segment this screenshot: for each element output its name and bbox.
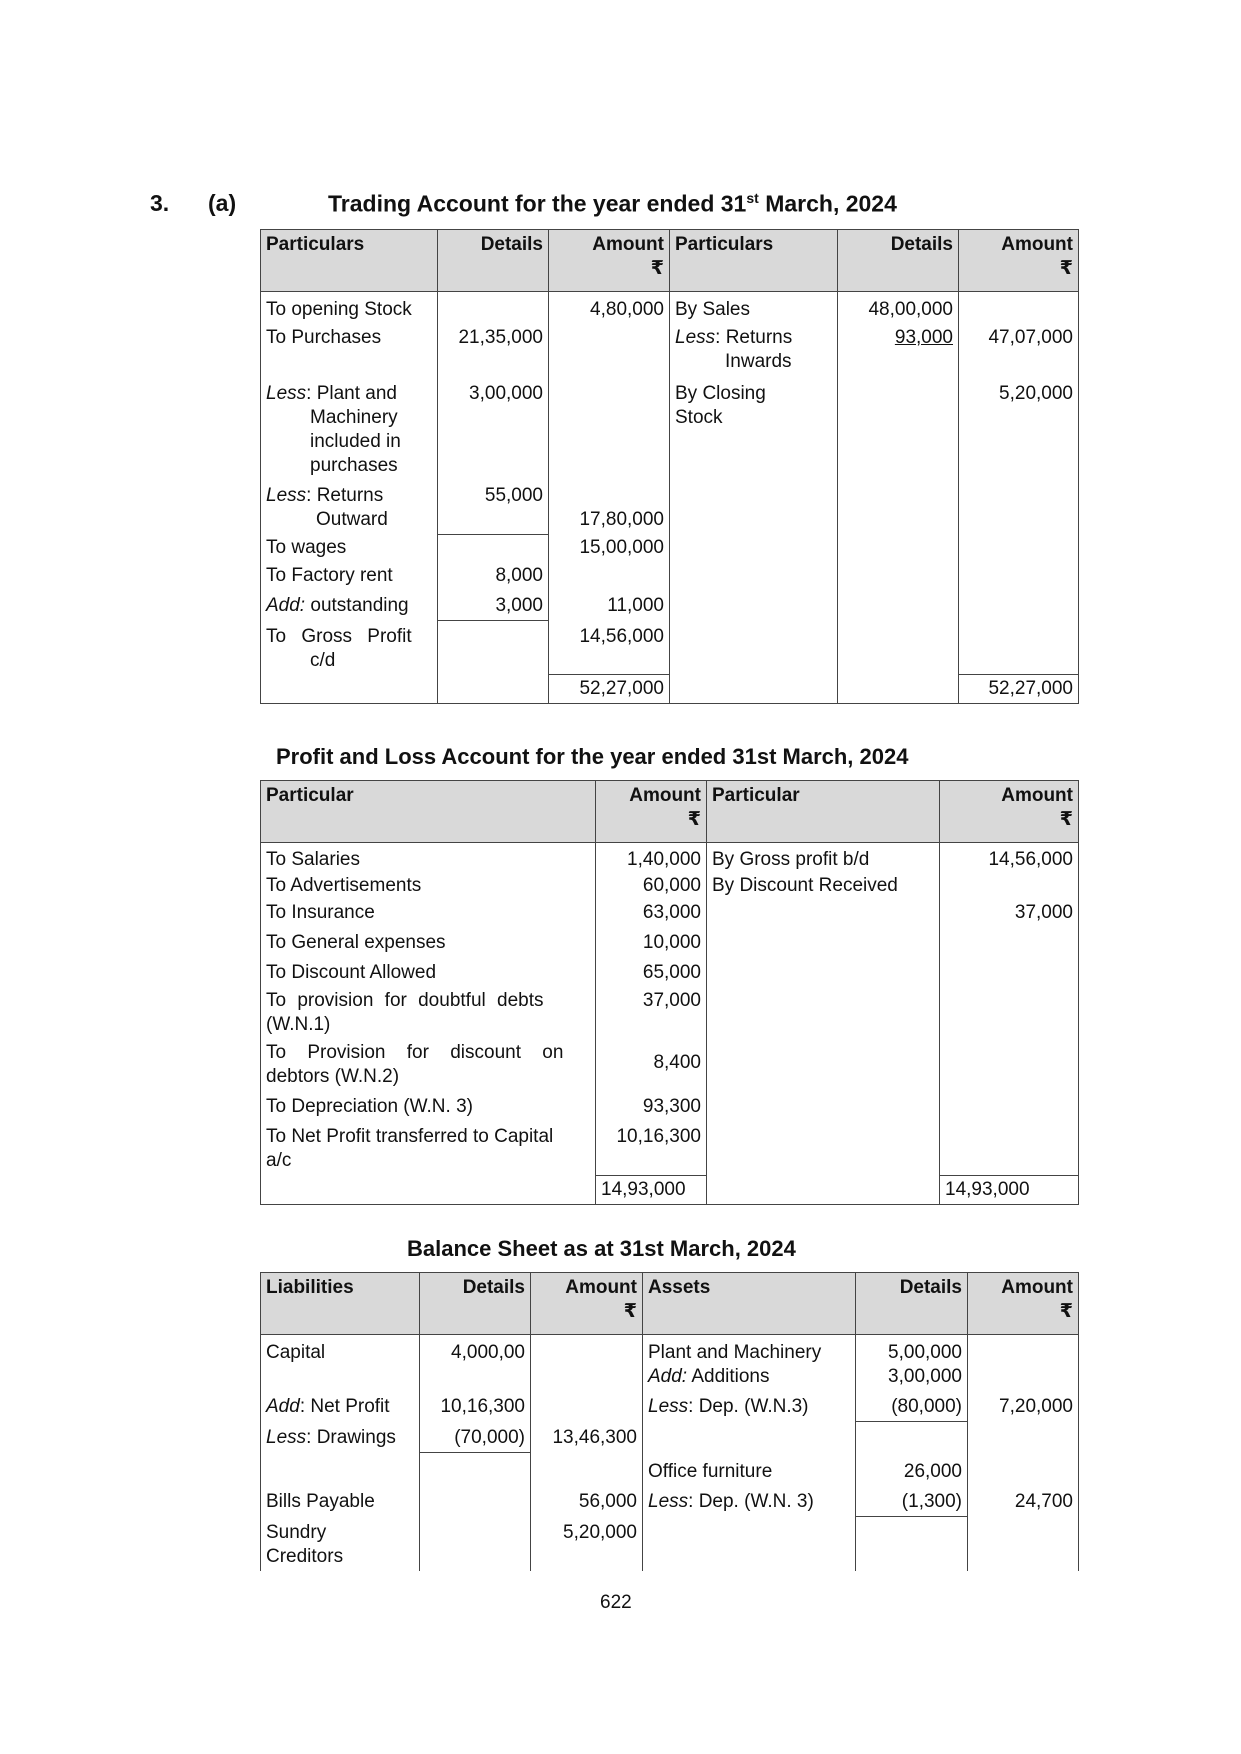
table-row [261, 1422, 1079, 1453]
rupee-symbol: ₹ [1059, 1301, 1073, 1322]
table-row [261, 843, 1079, 874]
bs-col-amount-right: Amount ₹ [968, 1273, 1079, 1335]
table-row [261, 1335, 1079, 1392]
less-returns-outward: Less: Returns Outward [261, 480, 438, 534]
bills-payable-amount: 56,000 [531, 1486, 643, 1517]
table-row [261, 957, 1079, 987]
add-outstanding: Add: outstanding [261, 590, 438, 621]
trading-col-details-right: Details [838, 230, 959, 292]
pl-col-particular: Particular [261, 781, 596, 843]
drawings-details: (70,000) [420, 1422, 531, 1453]
provision-discount-amount: 8,400 [596, 1039, 707, 1091]
trading-col-details: Details [438, 230, 549, 292]
plant-machinery-details: 5,00,000 3,00,000 [856, 1335, 968, 1392]
depreciation-amount: 93,300 [596, 1091, 707, 1121]
table-row [261, 534, 1079, 562]
table-row [261, 590, 1079, 621]
rupee-symbol: ₹ [1059, 258, 1073, 279]
general-expenses-amount: 10,000 [596, 927, 707, 957]
to-insurance: To Insurance [261, 899, 596, 927]
rupee-symbol: ₹ [687, 809, 701, 830]
discount-allowed-amount: 65,000 [596, 957, 707, 987]
pl-col-amount-right: Amount ₹ [940, 781, 1079, 843]
less-dep-plant: Less: Dep. (W.N.3) [643, 1391, 856, 1422]
opening-stock-amount: 4,80,000 [549, 292, 670, 325]
by-gross-profit-bd: By Gross profit b/d [707, 843, 940, 874]
returns-outward-details: 55,000 [438, 480, 549, 534]
to-provision-doubtful-debts: To provision for doubtful debts (W.N.1) [261, 987, 596, 1039]
trading-col-amount [549, 230, 670, 292]
table-row [261, 927, 1079, 957]
table-row [261, 376, 1079, 480]
by-sales: By Sales [670, 292, 838, 325]
by-discount-received: By Discount Received [707, 873, 940, 899]
table-row [261, 1091, 1079, 1121]
balance-sheet-table [260, 1272, 1079, 1571]
plant-net-amount: 7,20,000 [968, 1391, 1079, 1422]
trading-col-particulars: Particulars [261, 230, 438, 292]
add-net-profit: Add: Net Profit [261, 1391, 420, 1422]
table-row [261, 292, 1079, 325]
plant-dep-details: (80,000) [856, 1391, 968, 1422]
gross-profit-bd-amount: 14,56,000 [940, 843, 1079, 874]
bills-payable: Bills Payable [261, 1486, 420, 1517]
bs-title: Balance Sheet as at 31st March, 2024 [407, 1236, 796, 1261]
table-row [261, 562, 1079, 590]
profit-loss-table [260, 780, 1079, 1205]
sales-details: 48,00,000 [838, 292, 959, 325]
bs-col-assets: Assets [643, 1273, 856, 1335]
trading-account-table [260, 229, 1079, 704]
to-advertisements: To Advertisements [261, 873, 596, 899]
to-discount-allowed: To Discount Allowed [261, 957, 596, 987]
trading-total-right: 52,27,000 [959, 675, 1079, 704]
capital: Capital [261, 1335, 420, 1392]
rupee-symbol: ₹ [650, 258, 664, 279]
bs-header-row [261, 1273, 1079, 1335]
pl-total-left: 14,93,000 [596, 1175, 707, 1204]
by-closing-stock: By Closing Stock [670, 376, 838, 480]
net-profit-details: 10,16,300 [420, 1391, 531, 1422]
to-general-expenses: To General expenses [261, 927, 596, 957]
trading-header-row [261, 230, 1079, 292]
bs-col-liabilities: Liabilities [261, 1273, 420, 1335]
furniture-net-amount: 24,700 [968, 1486, 1079, 1517]
discount-received-amount: 37,000 [940, 899, 1079, 927]
net-profit-amount: 10,16,300 [596, 1121, 707, 1175]
bs-col-details-right: Details [856, 1273, 968, 1335]
to-factory-rent: To Factory rent [261, 562, 438, 590]
pl-col-particular-right: Particular [707, 781, 940, 843]
table-row [261, 1452, 1079, 1486]
less-label: Less [675, 327, 716, 348]
office-furniture: Office furniture [643, 1452, 856, 1486]
question-part: (a) [208, 190, 237, 216]
sundry-creditors: Sundry Creditors [261, 1517, 420, 1571]
table-row [261, 324, 1079, 376]
less-drawings: Less: Drawings [261, 1422, 420, 1453]
capital-details: 4,000,00 [420, 1335, 531, 1392]
to-provision-discount-debtors: To Provision for discount on debtors (W.N.2) [261, 1039, 596, 1091]
question-number: 3. [150, 190, 170, 216]
to-wages: To wages [261, 534, 438, 562]
trading-title-sup: st [746, 190, 759, 206]
sundry-creditors-amount: 5,20,000 [531, 1517, 643, 1571]
plant-machinery: Plant and Machinery Add: Additions [643, 1335, 856, 1392]
wages-amount: 15,00,000 [549, 534, 670, 562]
trading-title-pre: Trading Account for the year ended 31 [328, 190, 747, 217]
table-row [261, 1391, 1079, 1422]
provision-doubtful-debts-amount: 37,000 [596, 987, 707, 1039]
table-row [261, 1039, 1079, 1091]
trading-total-left: 52,27,000 [549, 675, 670, 704]
outstanding-details: 3,000 [438, 590, 549, 621]
bs-col-details: Details [420, 1273, 531, 1335]
factory-rent-details: 8,000 [438, 562, 549, 590]
table-row [261, 1121, 1079, 1175]
table-row [261, 899, 1079, 927]
advertisements-amount: 60,000 [596, 873, 707, 899]
trading-col-amount-right [959, 230, 1079, 292]
capital-net-amount: 13,46,300 [531, 1422, 643, 1453]
to-opening-stock: To opening Stock [261, 292, 438, 325]
to-gross-profit-cd: To Gross Profit c/d [261, 621, 438, 675]
insurance-amount: 63,000 [596, 899, 707, 927]
closing-stock-amount: 5,20,000 [959, 376, 1079, 480]
furniture-details: 26,000 [856, 1452, 968, 1486]
table-row [261, 1486, 1079, 1517]
net-sales-amount: 47,07,000 [959, 324, 1079, 376]
table-row [261, 1517, 1079, 1571]
table-row [261, 675, 1079, 704]
pl-title: Profit and Loss Account for the year ended 31st March, 2024 [276, 744, 909, 769]
returns-inwards-details: 93,000 [838, 324, 959, 376]
table-row [261, 1175, 1079, 1204]
gross-profit-amount: 14,56,000 [549, 621, 670, 675]
trading-amount-label: Amount [592, 234, 664, 255]
purchases-details: 21,35,000 [438, 324, 549, 376]
table-row [261, 480, 1079, 534]
net-rent-amount: 11,000 [549, 590, 670, 621]
pl-col-amount: Amount ₹ [596, 781, 707, 843]
plant-machinery-details: 3,00,000 [438, 376, 549, 480]
to-net-profit-capital: To Net Profit transferred to Capital a/c [261, 1121, 596, 1175]
table-row [261, 873, 1079, 899]
to-salaries: To Salaries [261, 843, 596, 874]
net-purchases-amount: 17,80,000 [549, 480, 670, 534]
salaries-amount: 1,40,000 [596, 843, 707, 874]
rupee-symbol: ₹ [1059, 809, 1073, 830]
trading-amount-label-right: Amount [1001, 234, 1073, 255]
less-plant-machinery: Less: Plant and Machinery included in purchases [261, 376, 438, 480]
page-number: 622 [600, 1592, 632, 1613]
to-depreciation: To Depreciation (W.N. 3) [261, 1091, 596, 1121]
pl-header-row [261, 781, 1079, 843]
furniture-dep-details: (1,300) [856, 1486, 968, 1517]
trading-col-particulars-right: Particulars [670, 230, 838, 292]
table-row [261, 621, 1079, 675]
bs-col-amount: Amount ₹ [531, 1273, 643, 1335]
table-row [261, 987, 1079, 1039]
trading-title-post: March, 2024 [758, 190, 897, 217]
rupee-symbol: ₹ [623, 1301, 637, 1322]
pl-total-right: 14,93,000 [940, 1175, 1079, 1204]
less-dep-furniture: Less: Dep. (W.N. 3) [643, 1486, 856, 1517]
trading-title [328, 190, 897, 218]
to-purchases: To Purchases [261, 324, 438, 376]
less-returns-inwards: Less: Returns Inwards [670, 324, 838, 376]
